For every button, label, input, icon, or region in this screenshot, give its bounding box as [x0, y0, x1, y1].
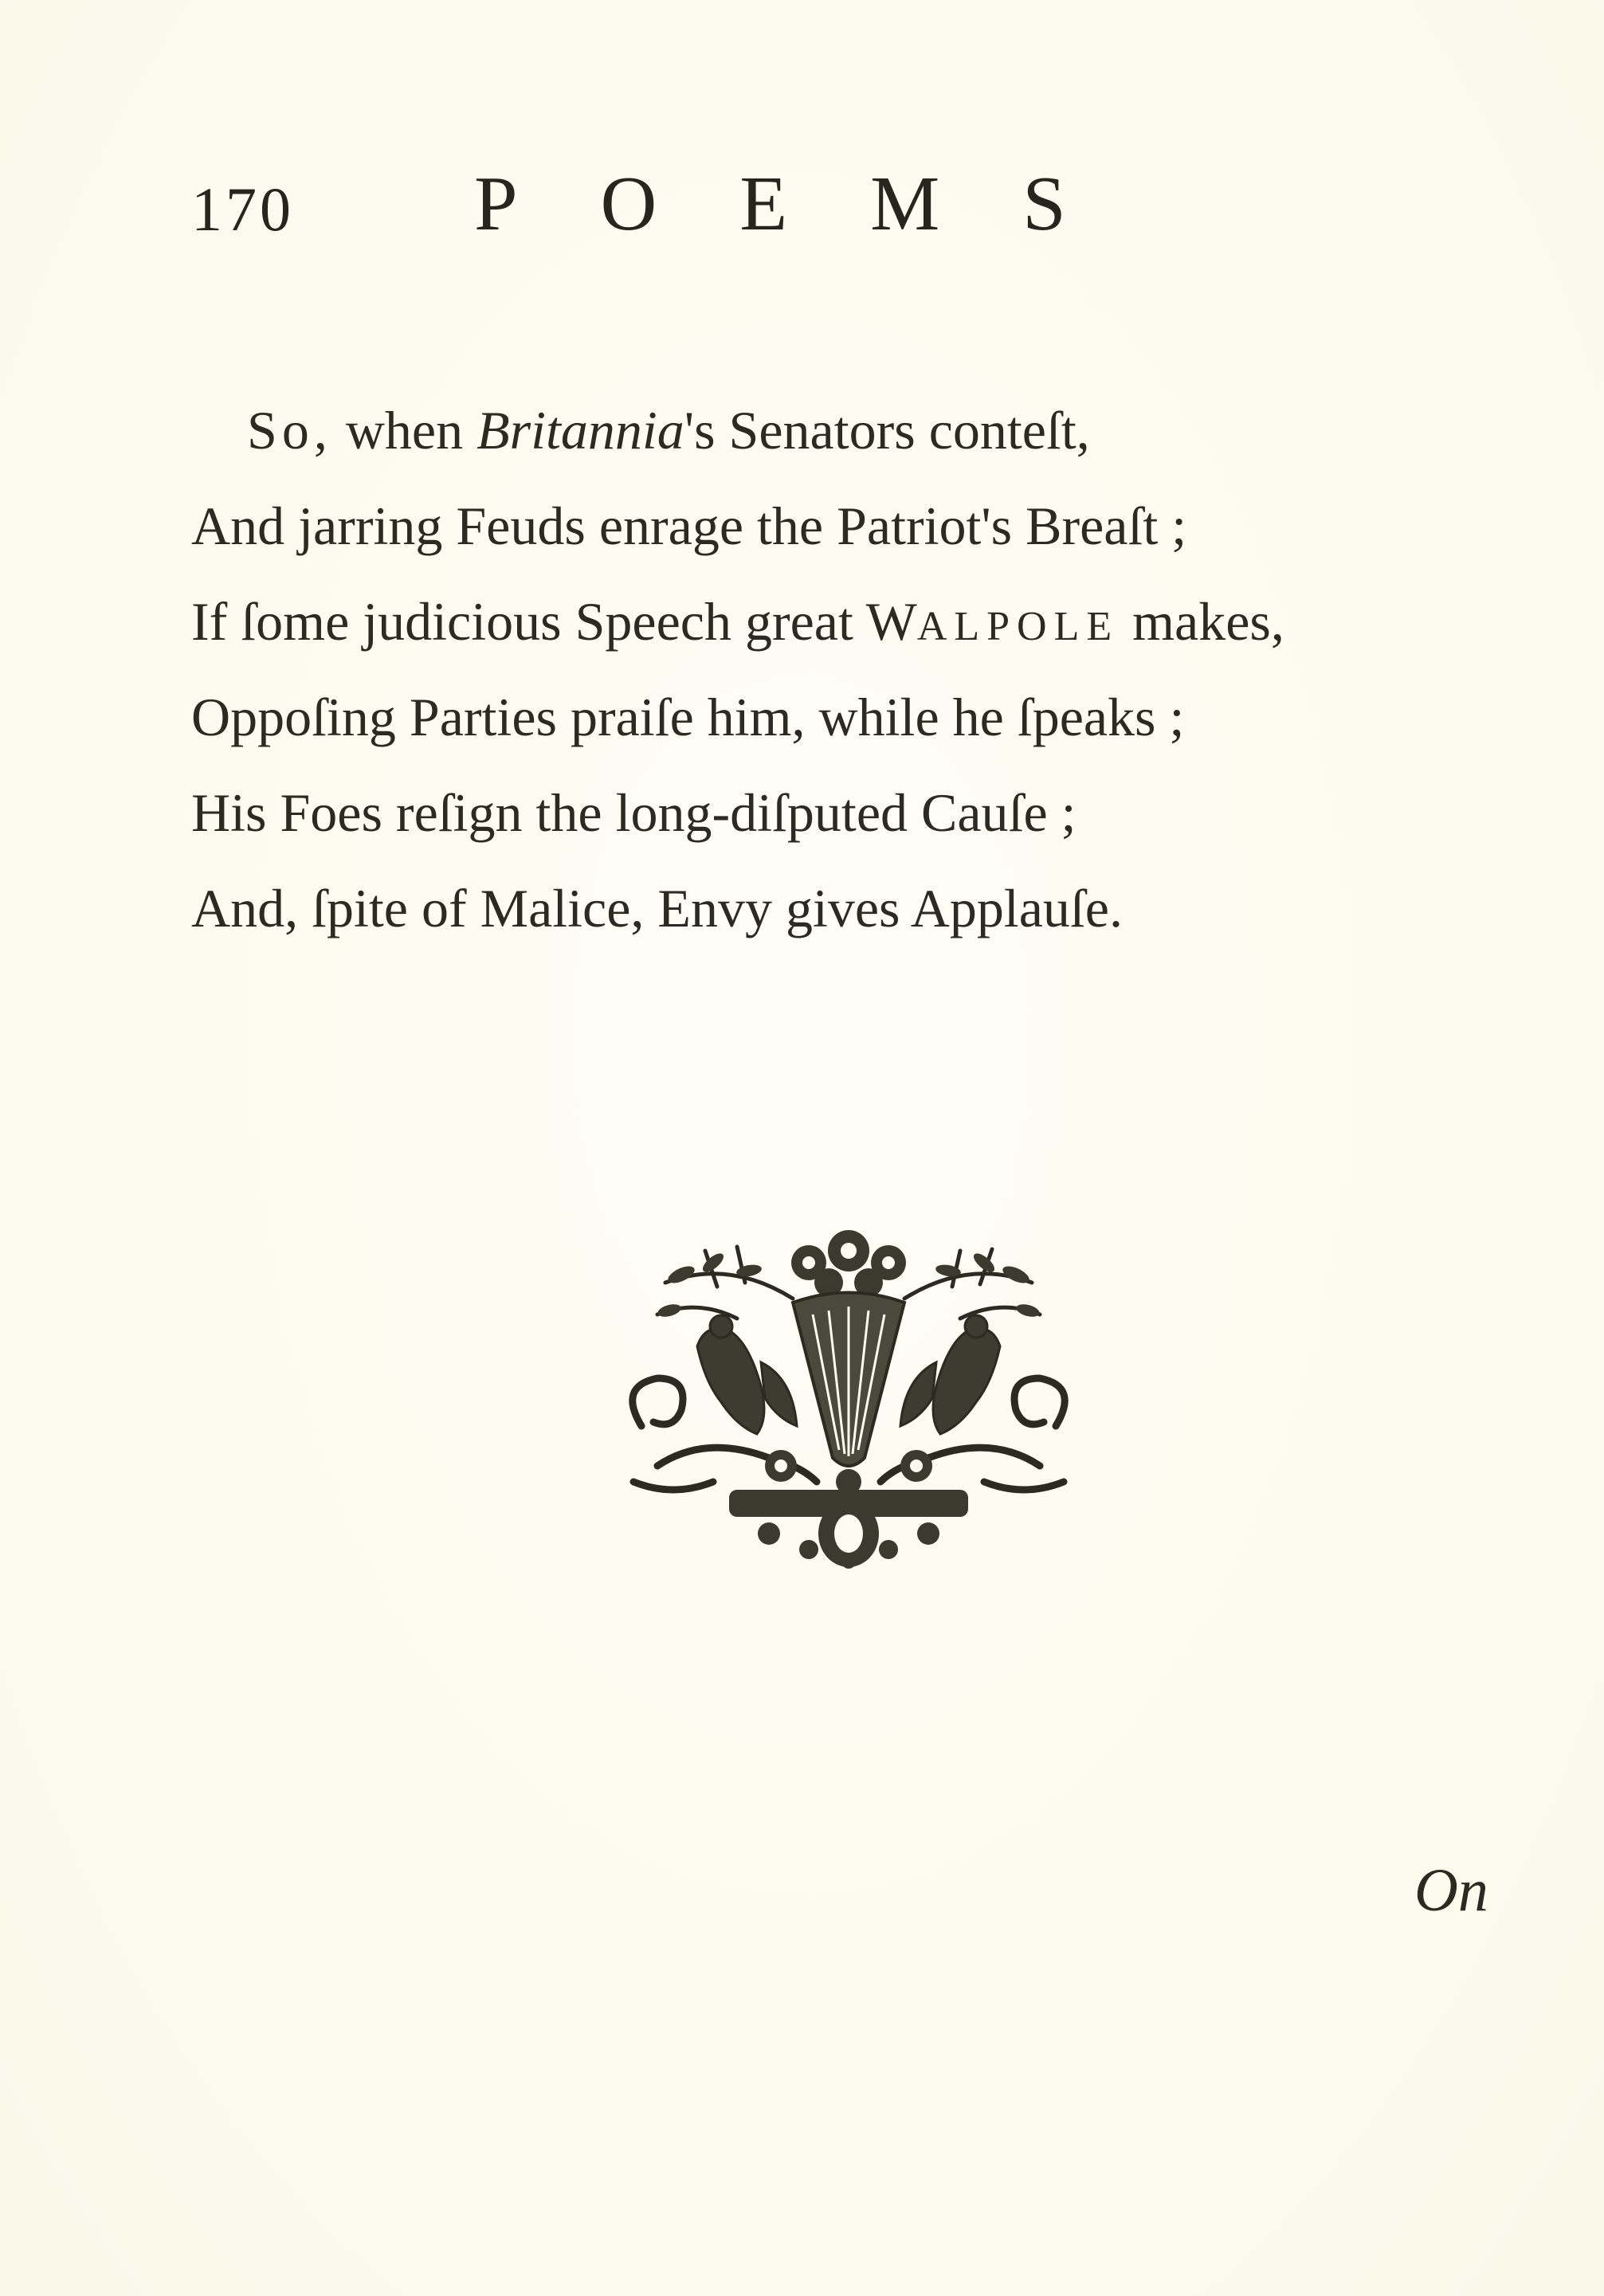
verse-line-2: And jarring Feuds enrage the Patriot's Breaſt ;: [191, 496, 1187, 556]
page-number: 170: [191, 174, 294, 244]
verse-line-3-name-initial: W: [865, 591, 917, 652]
catchword: On: [1414, 1857, 1488, 1924]
verse-line-1-end: 's Senators conteſt,: [684, 400, 1090, 460]
verse-line-1: [191, 382, 1434, 478]
running-title: POEMS: [474, 161, 1149, 247]
verse-line-1-opening: So,: [247, 400, 332, 460]
verse-line-3-name-smallcaps: ALPOLE: [916, 604, 1120, 649]
verse-line-6: And, ſpite of Malice, Envy gives Applauſe.: [191, 878, 1123, 938]
verse-line-3-end: makes,: [1119, 591, 1284, 652]
poem-verse: [191, 382, 1434, 956]
verse-line-1-connector: when: [331, 400, 477, 460]
verse-line-3-start: If ſome judicious Speech great: [191, 591, 866, 652]
verse-line-3: [191, 574, 1434, 669]
cornucopia-eagles-ornament-icon: [610, 1227, 1088, 1569]
page-header: [191, 151, 1466, 263]
verse-line-1-italic: Britannia: [476, 400, 684, 460]
verse-line-5: His Foes reſign the long-diſputed Cauſe ;: [191, 782, 1077, 843]
verse-line-4: Oppoſing Parties praiſe him, while he ſpeaks ;: [191, 687, 1185, 747]
